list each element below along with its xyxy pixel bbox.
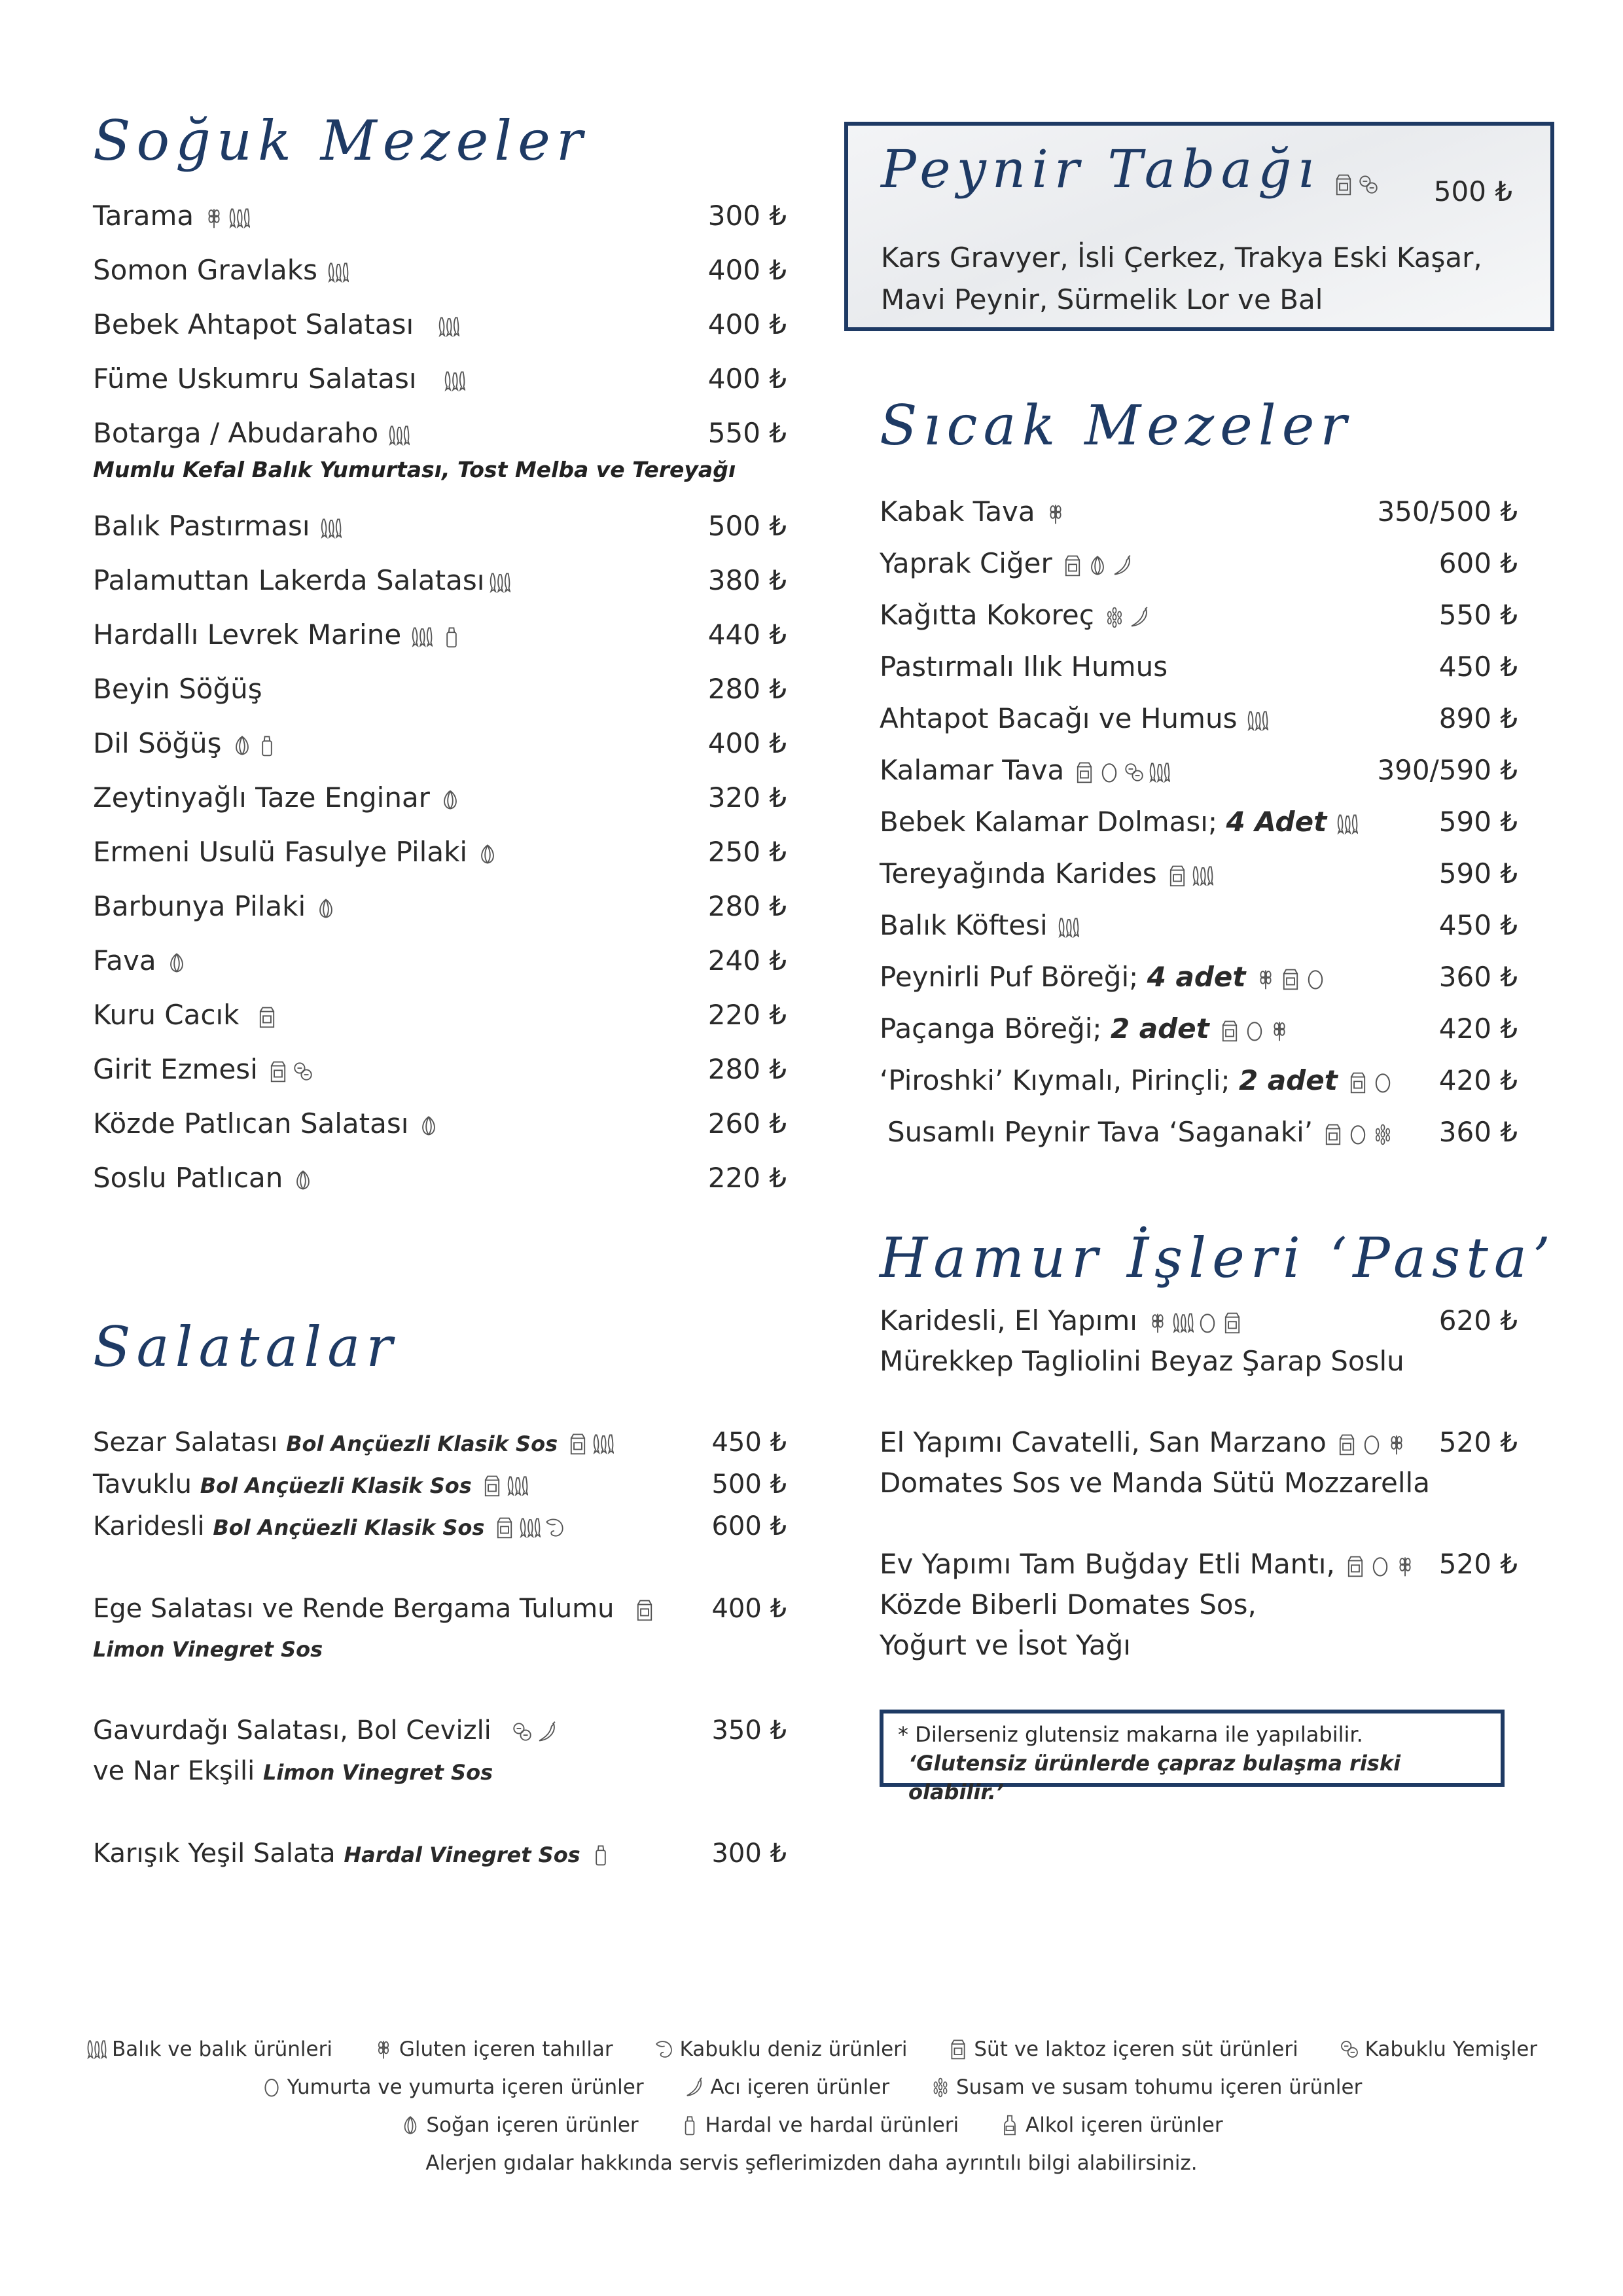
menu-item xyxy=(93,1104,787,1158)
item-name: Peynirli Puf Böreği; xyxy=(880,961,1139,993)
menu-item xyxy=(93,251,787,305)
mustard-icon xyxy=(679,2115,700,2136)
item-price: 400 ₺ xyxy=(707,254,787,286)
salad-item xyxy=(93,1588,787,1629)
milk-icon xyxy=(1061,554,1084,577)
milk-icon xyxy=(1073,761,1096,783)
item-name: Zeytinyağlı Taze Enginar xyxy=(93,781,430,814)
legend-gluten xyxy=(373,2030,613,2068)
item-price: 400 ₺ xyxy=(707,308,787,340)
salad-item xyxy=(93,1464,787,1506)
legend-label: Yumurta ve yumurta içeren ürünler xyxy=(287,2075,644,2099)
milk-icon xyxy=(267,1060,289,1083)
menu-item xyxy=(93,615,787,670)
sicak-mezeler-title: Sıcak Mezeler xyxy=(880,393,1353,457)
item-price: 220 ₺ xyxy=(707,1162,787,1194)
peynir-title: Peynir Tabağı xyxy=(881,139,1321,200)
chili-icon xyxy=(1128,606,1150,628)
legend-fish xyxy=(86,2030,332,2068)
menu-item xyxy=(93,833,787,887)
legend-label: Süt ve laktoz içeren süt ürünleri xyxy=(974,2037,1298,2061)
shell-icon xyxy=(653,2039,674,2060)
salad-item xyxy=(93,1710,787,1751)
salatalar-title: Salatalar xyxy=(93,1315,399,1379)
item-price: 360 ₺ xyxy=(1438,961,1518,993)
nuts-icon xyxy=(292,1060,314,1083)
legend-label: Kabuklu deniz ürünleri xyxy=(679,2037,908,2061)
milk-icon xyxy=(1322,1123,1344,1145)
gluten-note-line1: * Dilerseniz glutensiz makarna ile yapılabilir. xyxy=(898,1722,1363,1747)
item-description: Mumlu Kefal Balık Yumurtası, Tost Melba ve Tereyağı xyxy=(93,457,736,482)
item-price: 590 ₺ xyxy=(1438,806,1518,838)
item-sauce: Bol Ançüezli Klasik Sos xyxy=(213,1515,485,1540)
item-price: 400 ₺ xyxy=(711,1594,787,1624)
menu-item xyxy=(93,778,787,833)
chili-icon xyxy=(684,2077,705,2098)
menu-item xyxy=(93,305,787,359)
item-price: 390/590 ₺ xyxy=(1377,754,1518,786)
egg-icon xyxy=(1361,1433,1383,1456)
item-name: Palamuttan Lakerda Salatası xyxy=(93,564,485,596)
item-name: Susamlı Peynir Tava ‘Saganaki’ xyxy=(887,1116,1313,1148)
milk-icon xyxy=(256,1006,278,1028)
item-sauce: Limon Vinegret Sos xyxy=(93,1637,323,1662)
peynir-desc-line1: Kars Gravyer, İsli Çerkez, Trakya Eski Kaşar, xyxy=(881,242,1482,274)
legend-label: Soğan içeren ürünler xyxy=(426,2113,639,2137)
peynir-desc-line2: Mavi Peynir, Sürmelik Lor ve Bal xyxy=(881,283,1323,315)
item-price: 590 ₺ xyxy=(1438,857,1518,889)
milk-icon xyxy=(493,1516,516,1539)
item-name: Paçanga Böreği; xyxy=(880,1013,1102,1045)
right-column xyxy=(880,386,1556,1666)
onion-icon xyxy=(292,1169,314,1191)
menu-item xyxy=(880,906,1518,958)
menu-item xyxy=(93,1050,787,1104)
menu-item xyxy=(93,670,787,724)
item-name: Tavuklu xyxy=(93,1469,192,1499)
fish-icon xyxy=(387,424,410,446)
pasta-item xyxy=(880,1300,1518,1341)
fish-icon xyxy=(1246,709,1268,732)
pasta-item xyxy=(880,1544,1518,1585)
item-price: 550 ₺ xyxy=(707,417,787,449)
fish-icon xyxy=(592,1433,614,1455)
item-name: Botarga / Abudaraho xyxy=(93,417,379,449)
gluten-note-box xyxy=(880,1710,1505,1804)
egg-icon xyxy=(1369,1555,1391,1577)
gluten-icon xyxy=(1394,1555,1416,1577)
item-name: Gavurdağı Salatası, Bol Cevizli xyxy=(93,1715,491,1746)
fish-icon xyxy=(1171,1312,1194,1334)
item-name: Soslu Patlıcan xyxy=(93,1162,283,1194)
pasta-item-desc: Közde Biberli Domates Sos, xyxy=(880,1588,1257,1621)
egg-icon xyxy=(1347,1123,1369,1145)
menu-item xyxy=(880,854,1518,906)
fish-icon xyxy=(518,1516,541,1539)
alcohol-icon xyxy=(999,2115,1020,2136)
chili-icon xyxy=(1111,554,1133,577)
milk-icon xyxy=(1166,865,1188,887)
sesame-icon xyxy=(1372,1123,1394,1145)
gluten-icon xyxy=(1147,1312,1169,1334)
item-name: Kuru Cacık xyxy=(93,999,240,1031)
onion-icon xyxy=(439,789,461,811)
menu-item xyxy=(93,359,787,414)
menu-item xyxy=(880,1061,1518,1113)
item-price: 600 ₺ xyxy=(711,1511,787,1541)
legend-shell xyxy=(653,2030,907,2068)
left-column xyxy=(93,105,787,1875)
pasta-item xyxy=(880,1422,1518,1463)
item-price: 520 ₺ xyxy=(1438,1426,1518,1458)
item-name: Kağıtta Kokoreç xyxy=(880,599,1094,631)
pasta-item-desc: Yoğurt ve İsot Yağı xyxy=(880,1629,1131,1661)
egg-icon xyxy=(261,2077,282,2098)
legend-egg xyxy=(261,2068,644,2106)
allergen-legend xyxy=(0,2030,1623,2182)
egg-icon xyxy=(1304,968,1327,990)
gluten-icon xyxy=(1044,503,1067,525)
fish-icon xyxy=(86,2039,107,2060)
item-name: Barbunya Pilaki xyxy=(93,890,306,922)
menu-item xyxy=(880,1009,1518,1061)
chili-icon xyxy=(536,1721,558,1743)
egg-icon xyxy=(1196,1312,1219,1334)
item-price: 300 ₺ xyxy=(711,1839,787,1869)
legend-label: Gluten içeren tahıllar xyxy=(399,2037,613,2061)
item-name: Girit Ezmesi xyxy=(93,1053,258,1085)
item-price: 350/500 ₺ xyxy=(1377,495,1518,528)
menu-item xyxy=(93,507,787,561)
gluten-icon xyxy=(1385,1433,1408,1456)
item-name: Kabak Tava xyxy=(880,495,1035,528)
item-qty: 2 adet xyxy=(1238,1064,1338,1096)
pasta-item-desc: Mürekkep Tagliolini Beyaz Şarap Soslu xyxy=(880,1345,1404,1377)
nuts-icon xyxy=(1339,2039,1360,2060)
menu-item xyxy=(93,996,787,1050)
item-price: 250 ₺ xyxy=(707,836,787,868)
item-name: Tarama xyxy=(93,200,194,232)
item-price: 420 ₺ xyxy=(1438,1013,1518,1045)
salad-item xyxy=(93,1833,787,1875)
fish-icon xyxy=(506,1475,528,1497)
item-price: 240 ₺ xyxy=(707,944,787,977)
item-name-line2: ve Nar Ekşili xyxy=(93,1756,255,1786)
milk-icon xyxy=(1332,173,1355,196)
fish-icon xyxy=(1057,916,1079,939)
menu-item xyxy=(880,699,1518,751)
item-name: Közde Patlıcan Salatası xyxy=(93,1107,409,1139)
item-price: 280 ₺ xyxy=(707,1053,787,1085)
gluten-icon xyxy=(203,207,225,229)
nuts-icon xyxy=(511,1721,533,1743)
legend-chili xyxy=(684,2068,889,2106)
gluten-icon xyxy=(373,2039,394,2060)
item-name: Karışık Yeşil Salata xyxy=(93,1839,336,1869)
menu-item xyxy=(880,751,1518,802)
item-name: Bebek Kalamar Dolması; xyxy=(880,806,1218,838)
egg-icon xyxy=(1372,1071,1394,1094)
menu-item xyxy=(93,887,787,941)
legend-label: Acı içeren ürünler xyxy=(710,2075,890,2099)
pasta-item-desc: Domates Sos ve Manda Sütü Mozzarella xyxy=(880,1467,1430,1499)
gluten-icon xyxy=(1268,1020,1291,1042)
mustard-icon xyxy=(440,626,463,648)
menu-item xyxy=(93,196,787,251)
item-name: Dil Söğüş xyxy=(93,727,222,759)
legend-sesame xyxy=(930,2068,1362,2106)
menu-item xyxy=(880,647,1518,699)
item-price: 320 ₺ xyxy=(707,781,787,814)
milk-icon xyxy=(948,2039,969,2060)
item-price: 550 ₺ xyxy=(1438,599,1518,631)
hamur-isleri-title: Hamur İşleri ‘Pasta’ xyxy=(880,1226,1556,1290)
legend-onion xyxy=(400,2106,638,2144)
legend-label: Susam ve susam tohumu içeren ürünler xyxy=(955,2075,1363,2099)
item-price: 300 ₺ xyxy=(707,200,787,232)
item-name: ‘Piroshki’ Kıymalı, Pirinçli; xyxy=(880,1064,1230,1096)
onion-icon xyxy=(166,952,188,974)
milk-icon xyxy=(567,1433,589,1455)
legend-footer: Alerjen gıdalar hakkında servis şeflerimizden daha ayrıntılı bilgi alabilirsiniz. xyxy=(425,2151,1198,2175)
item-name: Sezar Salatası xyxy=(93,1427,278,1458)
legend-alcohol xyxy=(999,2106,1223,2144)
egg-icon xyxy=(1243,1020,1266,1042)
nuts-icon xyxy=(1357,173,1380,196)
item-name: Hardallı Levrek Marine xyxy=(93,619,402,651)
fish-icon xyxy=(327,261,349,283)
item-sauce: Limon Vinegret Sos xyxy=(262,1760,493,1785)
menu-item xyxy=(93,414,787,459)
item-name: Kalamar Tava xyxy=(880,754,1065,786)
peynir-price: 500 ₺ xyxy=(1433,175,1512,207)
menu-item xyxy=(880,1113,1518,1164)
item-price: 500 ₺ xyxy=(711,1469,787,1499)
salad-item xyxy=(93,1422,787,1464)
legend-milk xyxy=(948,2030,1298,2068)
onion-icon xyxy=(315,897,337,920)
milk-icon xyxy=(1279,968,1302,990)
onion-icon xyxy=(1086,554,1109,577)
item-name: Karidesli, El Yapımı xyxy=(880,1304,1137,1336)
item-sauce: Hardal Vinegret Sos xyxy=(344,1842,580,1867)
shell-icon xyxy=(543,1516,565,1539)
gluten-note-line2: ‘Glutensiz ürünlerde çapraz bulaşma riski olabilir.’ xyxy=(908,1751,1401,1804)
item-price: 220 ₺ xyxy=(707,999,787,1031)
menu-item xyxy=(880,596,1518,647)
fish-icon xyxy=(437,315,459,338)
item-price: 400 ₺ xyxy=(707,363,787,395)
item-sauce: Bol Ançüezli Klasik Sos xyxy=(200,1473,472,1498)
item-qty: 4 adet xyxy=(1147,961,1246,993)
nuts-icon xyxy=(1123,761,1145,783)
milk-icon xyxy=(481,1475,503,1497)
milk-icon xyxy=(1221,1312,1243,1334)
legend-label: Balık ve balık ürünleri xyxy=(111,2037,332,2061)
sesame-icon xyxy=(930,2077,951,2098)
item-price: 450 ₺ xyxy=(1438,651,1518,683)
fish-icon xyxy=(488,571,510,594)
legend-label: Kabuklu Yemişler xyxy=(1364,2037,1538,2061)
item-name: Somon Gravlaks xyxy=(93,254,317,286)
item-price: 440 ₺ xyxy=(707,619,787,651)
mustard-icon xyxy=(256,734,278,757)
milk-icon xyxy=(1219,1020,1241,1042)
item-price: 360 ₺ xyxy=(1438,1116,1518,1148)
item-price: 350 ₺ xyxy=(711,1715,787,1746)
item-qty: 4 Adet xyxy=(1226,806,1327,838)
item-price: 600 ₺ xyxy=(1438,547,1518,579)
milk-icon xyxy=(1347,1071,1369,1094)
menu-item xyxy=(93,1158,787,1213)
item-name: Füme Uskumru Salatası xyxy=(93,363,417,395)
item-name: Ahtapot Bacağı ve Humus xyxy=(880,702,1238,734)
item-name: Balık Pastırması xyxy=(93,510,310,542)
milk-icon xyxy=(633,1599,656,1621)
item-price: 500 ₺ xyxy=(707,510,787,542)
legend-nuts xyxy=(1339,2030,1537,2068)
legend-label: Hardal ve hardal ürünleri xyxy=(705,2113,959,2137)
item-name: Bebek Ahtapot Salatası xyxy=(93,308,414,340)
item-name: Balık Köftesi xyxy=(880,909,1048,941)
item-name: Yaprak Ciğer xyxy=(880,547,1052,579)
sesame-icon xyxy=(1103,606,1126,628)
item-price: 890 ₺ xyxy=(1438,702,1518,734)
milk-icon xyxy=(1336,1433,1358,1456)
item-price: 280 ₺ xyxy=(707,673,787,705)
gluten-icon xyxy=(1255,968,1277,990)
fish-icon xyxy=(443,370,465,392)
item-price: 260 ₺ xyxy=(707,1107,787,1139)
item-name: Fava xyxy=(93,944,156,977)
item-name: Tereyağında Karides xyxy=(880,857,1157,889)
item-name: Beyin Söğüş xyxy=(93,673,262,705)
item-name: Karidesli xyxy=(93,1511,205,1541)
fish-icon xyxy=(1148,761,1170,783)
item-price: 520 ₺ xyxy=(1438,1548,1518,1580)
onion-icon xyxy=(476,843,499,865)
soguk-mezeler-title: Soğuk Mezeler xyxy=(93,109,589,173)
menu-item xyxy=(880,958,1518,1009)
fish-icon xyxy=(228,207,250,229)
item-price: 450 ₺ xyxy=(1438,909,1518,941)
item-name: Pastırmalı Ilık Humus xyxy=(880,651,1168,683)
item-price: 280 ₺ xyxy=(707,890,787,922)
item-sauce: Bol Ançüezli Klasik Sos xyxy=(286,1431,558,1456)
item-price: 620 ₺ xyxy=(1438,1304,1518,1336)
milk-icon xyxy=(1344,1555,1366,1577)
item-price: 450 ₺ xyxy=(711,1427,787,1458)
fish-icon xyxy=(319,517,342,539)
legend-mustard xyxy=(679,2106,959,2144)
fish-icon xyxy=(1336,813,1358,835)
salad-item xyxy=(93,1506,787,1548)
item-price: 420 ₺ xyxy=(1438,1064,1518,1096)
menu-item xyxy=(93,941,787,996)
menu-item xyxy=(93,724,787,778)
onion-icon xyxy=(418,1115,440,1137)
onion-icon xyxy=(231,734,253,757)
onion-icon xyxy=(400,2115,421,2136)
item-price: 400 ₺ xyxy=(707,727,787,759)
item-name: Ev Yapımı Tam Buğday Etli Mantı, xyxy=(880,1548,1335,1580)
menu-item xyxy=(880,492,1518,544)
menu-item xyxy=(93,561,787,615)
egg-icon xyxy=(1098,761,1120,783)
menu-item xyxy=(880,802,1518,854)
item-price: 380 ₺ xyxy=(707,564,787,596)
fish-icon xyxy=(410,626,433,648)
peynir-tabagi-box xyxy=(844,122,1554,331)
item-name: Ege Salatası ve Rende Bergama Tulumu xyxy=(93,1594,615,1624)
menu-item xyxy=(880,544,1518,596)
item-name: Ermeni Usulü Fasulye Pilaki xyxy=(93,836,468,868)
fish-icon xyxy=(1191,865,1213,887)
legend-label: Alkol içeren ürünler xyxy=(1026,2113,1223,2137)
mustard-icon xyxy=(590,1844,612,1866)
item-qty: 2 adet xyxy=(1110,1013,1209,1045)
item-name: El Yapımı Cavatelli, San Marzano xyxy=(880,1426,1327,1458)
salad-item-line2 xyxy=(93,1751,787,1793)
